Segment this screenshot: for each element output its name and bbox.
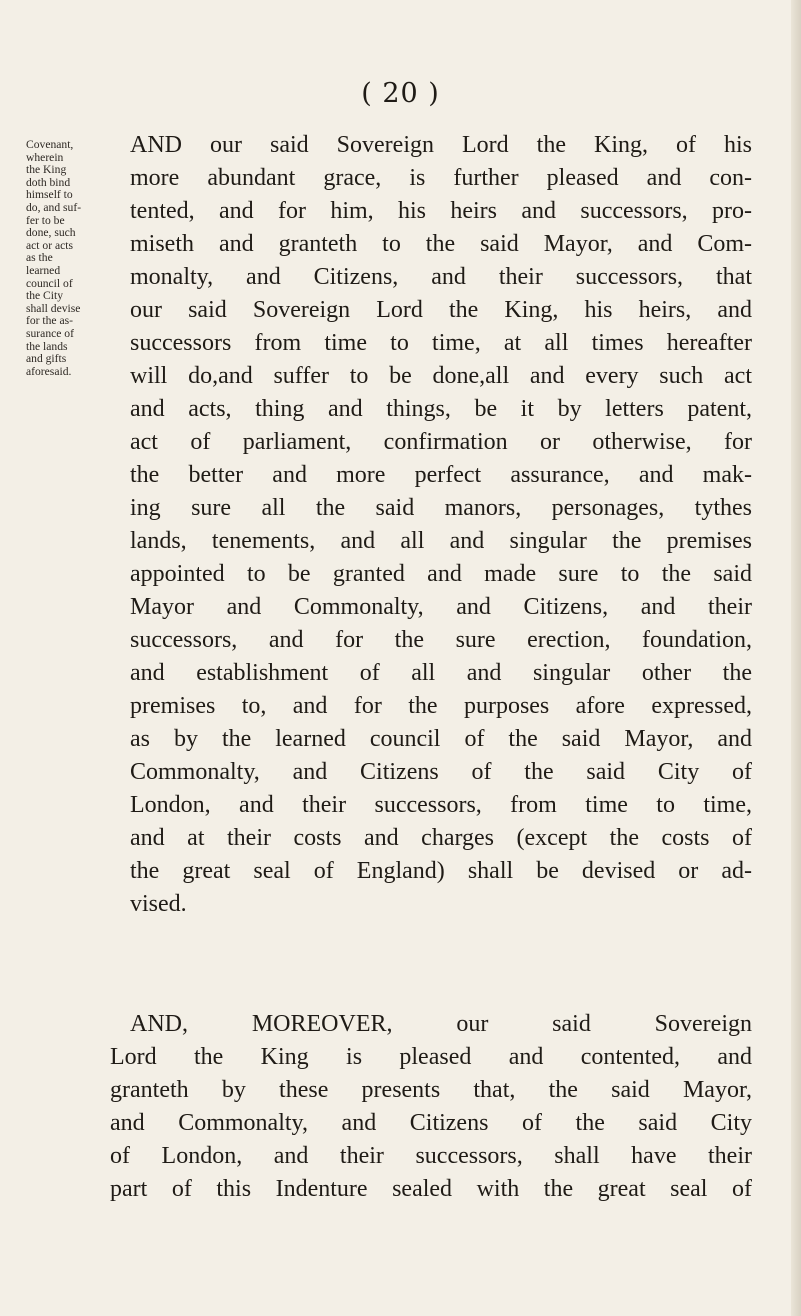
marginal-note-line: Covenant, — [26, 139, 74, 151]
text-line: and Commonalty, and Citizens of the said City — [110, 1110, 752, 1136]
text-line: the better and more perfect assurance, and mak- — [130, 462, 752, 488]
text-line: monalty, and Citizens, and their successors, that — [130, 264, 752, 290]
text-line: vised. — [130, 891, 187, 917]
marginal-note-line: for the as- — [26, 315, 73, 328]
marginal-note-line: himself to — [26, 189, 73, 202]
text-line: miseth and granteth to the said Mayor, and Com- — [130, 231, 752, 257]
body-paragraph-2 — [110, 1008, 752, 1206]
page-edge-shadow — [791, 0, 801, 1316]
page-number: ( 20 ) — [361, 78, 440, 109]
marginal-note-line: done, such — [26, 227, 76, 240]
marginal-note-line: as the — [26, 252, 53, 265]
text-line: and establishment of all and singular other the — [130, 660, 752, 686]
text-line: Mayor and Commonalty, and Citizens, and their — [130, 594, 752, 620]
text-line: premises to, and for the purposes afore expressed, — [130, 693, 752, 719]
marginal-note-line: wherein — [26, 151, 64, 164]
text-line: tented, and for him, his heirs and successors, pro- — [130, 198, 752, 224]
text-line: Commonalty, and Citizens of the said City of — [130, 759, 752, 785]
marginal-note — [26, 139, 96, 378]
marginal-note-line: aforesaid. — [26, 365, 72, 378]
text-line: as by the learned council of the said Mayor, and — [130, 726, 752, 752]
text-line: part of this Indenture sealed with the great seal of — [110, 1176, 752, 1202]
text-line: Lord the King is pleased and contented, and — [110, 1044, 752, 1070]
marginal-note-line: act or acts — [26, 239, 73, 252]
text-line: of London, and their successors, shall have their — [110, 1143, 752, 1169]
marginal-note-line: surance of — [26, 327, 74, 340]
text-line: act of parliament, confirmation or otherwise, for — [130, 429, 752, 455]
text-line: the great seal of England) shall be devised or ad- — [130, 858, 752, 884]
text-line: successors from time to time, at all times hereafter — [130, 330, 752, 356]
marginal-note-line: council of — [26, 277, 73, 290]
text-line: appointed to be granted and made sure to the said — [130, 561, 752, 587]
text-line: ing sure all the said manors, personages, tythes — [130, 495, 752, 521]
text-line: AND our said Sovereign Lord the King, of his — [130, 132, 752, 158]
body-paragraph-1 — [130, 129, 752, 921]
marginal-note-line: doth bind — [26, 176, 71, 189]
text-line: successors, and for the sure erection, foundation, — [130, 627, 752, 653]
marginal-note-line: the lands — [26, 340, 68, 353]
marginal-note-line: and gifts — [26, 353, 67, 366]
text-line: AND, MOREOVER, our said Sovereign — [130, 1011, 752, 1037]
text-line: more abundant grace, is further pleased and con- — [130, 165, 752, 191]
text-line: London, and their successors, from time to time, — [130, 792, 752, 818]
text-line: and acts, thing and things, be it by letters patent, — [130, 396, 752, 422]
marginal-note-line: fer to be — [26, 214, 65, 227]
text-line: granteth by these presents that, the said Mayor, — [110, 1077, 752, 1103]
text-line: will do,and suffer to be done,all and every such act — [130, 363, 752, 389]
marginal-note-line: the City — [26, 290, 64, 303]
text-line: our said Sovereign Lord the King, his heirs, and — [130, 297, 752, 323]
marginal-note-line: learned — [26, 264, 61, 277]
marginal-note-line: do, and suf- — [26, 201, 82, 214]
text-line: lands, tenements, and all and singular the premises — [130, 528, 752, 554]
text-line: and at their costs and charges (except the costs of — [130, 825, 752, 851]
marginal-note-line: shall devise — [26, 302, 81, 315]
marginal-note-line: the King — [26, 164, 67, 177]
